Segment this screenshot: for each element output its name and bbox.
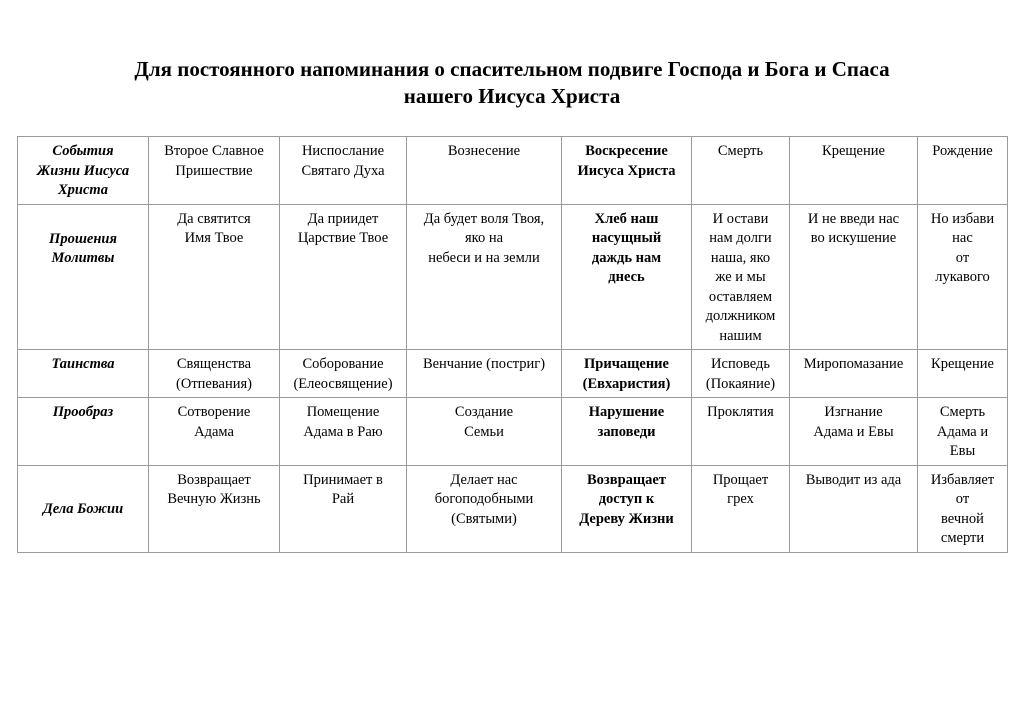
table-cell [918, 350, 1008, 398]
table-cell [918, 204, 1008, 350]
page-title [0, 56, 1024, 110]
cell-text: Воскресение Иисуса Христа [577, 143, 676, 179]
cell-text: Выводит из ада [805, 471, 902, 488]
table-cell [280, 398, 407, 466]
table-row-sacraments [18, 350, 1008, 398]
table-cell [790, 398, 918, 466]
table-cell [790, 204, 918, 350]
cell-text: Смерть Адама и Евы [936, 404, 989, 459]
cell-text: Принимает в Рай [303, 471, 383, 507]
row-header-prefiguration [18, 398, 149, 466]
cell-text: Возвращает доступ к Дереву Жизни [579, 471, 674, 527]
table-cell-highlight [562, 398, 692, 466]
row-header-text: Прошения Молитвы [49, 230, 117, 266]
cell-text: Рождение [932, 143, 993, 159]
row-header-text: События Жизни Иисуса Христа [36, 143, 130, 198]
table-cell [790, 350, 918, 398]
cell-text: Да приидет Царствие Твое [297, 210, 389, 246]
table-cell [692, 350, 790, 398]
table-cell [280, 465, 407, 552]
cell-text: Причащение (Евхаристия) [582, 356, 671, 392]
cell-text: Создание Семьи [454, 404, 514, 440]
table-cell-highlight [562, 137, 692, 205]
row-header-sacraments [18, 350, 149, 398]
table-cell-highlight [562, 465, 692, 552]
cell-text: Изгнание Адама и Евы [813, 404, 894, 440]
table-row-events [18, 137, 1008, 205]
table-cell-highlight [562, 204, 692, 350]
correspondence-table [17, 136, 1008, 553]
cell-text: Возвращает Вечную Жизнь [167, 471, 261, 507]
table-cell [407, 137, 562, 205]
table-cell [918, 398, 1008, 466]
cell-text: И не введи нас во искушение [807, 210, 900, 246]
table-cell [149, 204, 280, 350]
cell-text: Да будет воля Твоя, яко на небеси и на земли [423, 210, 545, 266]
page-title-line-1: Для постоянного напоминания о спасительном подвиге Господа и Бога и Спаса [134, 57, 890, 81]
cell-text: Проклятия [707, 404, 774, 420]
table-cell [149, 465, 280, 552]
cell-text: Прощает грех [712, 471, 769, 507]
table-cell [692, 398, 790, 466]
cell-text: Делает нас богоподобными (Святыми) [434, 471, 534, 527]
cell-text: Да святится Имя Твое [177, 210, 251, 246]
table-cell [280, 350, 407, 398]
cell-text: Исповедь (Покаяние) [705, 356, 776, 392]
row-header-events [18, 137, 149, 205]
table-cell [149, 398, 280, 466]
row-header-text: Дела Божии [42, 500, 124, 517]
cell-text: Крещение [931, 356, 994, 372]
table-cell [149, 350, 280, 398]
cell-text: Помещение Адама в Раю [303, 404, 383, 440]
table-cell-highlight [562, 350, 692, 398]
cell-text: Но избави нас от лукавого [930, 210, 995, 285]
page-title-line-2: нашего Иисуса Христа [403, 84, 621, 108]
table-row-prefiguration [18, 398, 1008, 466]
cell-text: Второе Славное Пришествие [164, 143, 264, 179]
cell-text: Ниспослание Святаго Духа [301, 143, 385, 179]
cell-text: Нарушение заповеди [588, 404, 665, 440]
cell-text: Миропомазание [803, 356, 904, 372]
table-cell [692, 465, 790, 552]
table-cell [692, 137, 790, 205]
table-cell [918, 137, 1008, 205]
table-cell [692, 204, 790, 350]
table-cell [407, 350, 562, 398]
table-cell [918, 465, 1008, 552]
row-header-petitions [18, 204, 149, 350]
table-cell [407, 465, 562, 552]
cell-text: Венчание (постриг) [422, 356, 546, 372]
table-cell [280, 137, 407, 205]
cell-text: Священства (Отпевания) [176, 356, 252, 392]
row-header-text: Таинства [51, 356, 115, 372]
cell-text: Соборование (Елеосвящение) [293, 356, 393, 392]
table-cell [790, 137, 918, 205]
table-row-deeds [18, 465, 1008, 552]
cell-text: Хлеб наш насущный даждь нам днесь [591, 210, 662, 285]
table-cell [280, 204, 407, 350]
table-row-petitions [18, 204, 1008, 350]
row-header-text: Прообраз [52, 404, 114, 420]
table-cell [790, 465, 918, 552]
cell-text: И остави нам долги наша, яко же и мы оставляем должником нашим [705, 210, 776, 344]
cell-text: Крещение [822, 143, 885, 159]
cell-text: Вознесение [447, 143, 521, 159]
row-header-deeds [18, 465, 149, 552]
cell-text: Смерть [717, 143, 764, 159]
table-cell [149, 137, 280, 205]
cell-text: Избавляет от вечной смерти [930, 471, 995, 546]
table-cell [407, 398, 562, 466]
cell-text: Сотворение Адама [177, 404, 251, 440]
table-cell [407, 204, 562, 350]
